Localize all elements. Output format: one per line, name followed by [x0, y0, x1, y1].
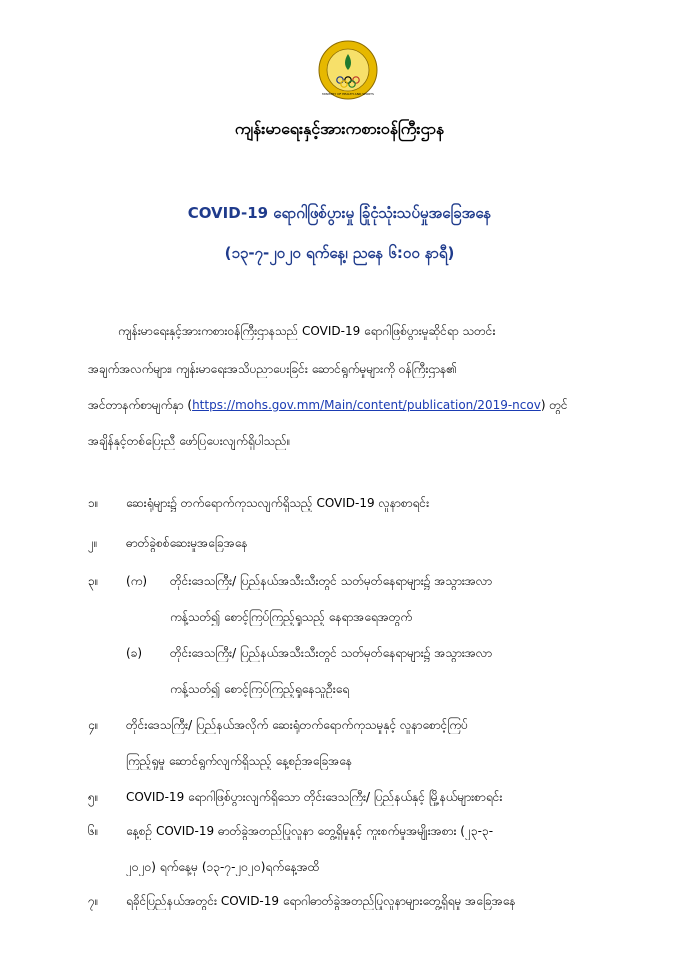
- list-item-number: ၅။: [88, 790, 99, 804]
- sub-item-label: (ခ): [126, 646, 143, 660]
- list-item-number: ၇။: [88, 894, 99, 908]
- intro-line-2: အချက်အလက်များ၊ ကျန်းမာရေးအသိပညာပေးခြင်း ဆောင်ရွက်မှုများကို ဝန်ကြီးဌာန၏: [88, 362, 457, 376]
- intro-line-3: [88, 396, 643, 414]
- list-item: နေ့စဉ် COVID-19 ဓာတ်ခွဲအတည်ပြုလူနာ တွေ့ရှိမှုနှင့် ကူးစက်မှုအမျိုးအစား (၂၃-၃-: [126, 824, 494, 838]
- mohs-website-link[interactable]: https://mohs.gov.mm/Main/content/publication/2019-ncov: [192, 398, 541, 412]
- list-item-cont: ကြည့်ရှုမှု ဆောင်ရွက်လျက်ရှိသည့် နေ့စဉ်အခြေအနေ: [126, 754, 352, 768]
- list-item: COVID-19 ရောဂါဖြစ်ပွားလျက်ရှိသော တိုင်းဒေသကြီး/ ပြည်နယ်နှင့် မြို့နယ်များစာရင်း: [126, 790, 503, 804]
- list-item: ဓာတ်ခွဲစစ်ဆေးမှုအခြေအနေ: [126, 536, 248, 550]
- list-item: ရခိုင်ပြည်နယ်အတွင်း COVID-19 ရောဂါဓာတ်ခွဲအတည်ပြုလူနာများတွေ့ရှိရမှု အခြေအနေ: [126, 894, 516, 908]
- ministry-seal-icon: [318, 40, 378, 100]
- intro-line-1: ကျန်းမာရေးနှင့်အားကစားဝန်ကြီးဌာနသည် COVID-19 ရောဂါဖြစ်ပွားမှုဆိုင်ရာ သတင်း: [118, 324, 496, 338]
- seal-text: MINISTRY OF HEALTH AND SPORTS: [322, 92, 374, 96]
- list-item-number: ၃။: [88, 574, 99, 588]
- list-item-number: ၂။: [88, 536, 98, 550]
- list-item-number: ၁။: [88, 496, 99, 510]
- document-date: (၁၃-၇-၂၀၂၀ ရက်နေ့၊ ညနေ ၆:၀၀ နာရီ): [224, 244, 455, 262]
- document-title: COVID-19 ရောဂါဖြစ်ပွားမှု ခြုံငုံသုံးသပ်မှုအခြေအနေ: [187, 204, 492, 222]
- list-item-number: ၆။: [88, 824, 99, 838]
- list-item: တိုင်းဒေသကြီး/ ပြည်နယ်အလိုက် ဆေးရုံတက်ရောက်ကုသမှုနှင့် လူနာစောင့်ကြပ်: [126, 718, 468, 732]
- intro-line-3-post: ) တွင်: [540, 398, 568, 412]
- list-item-cont: ၂၀၂၀) ရက်နေ့မှ (၁၃-၇-၂၀၂၀)ရက်နေ့အထိ: [126, 860, 320, 874]
- sub-item-text: တိုင်းဒေသကြီး/ ပြည်နယ်အသီးသီးတွင် သတ်မှတ်နေရာများ၌ အသွားအလာ: [170, 574, 493, 588]
- sub-item-text-cont: ကန့်သတ်၍ စောင့်ကြပ်ကြည့်ရှုသည့် နေရာအရေအတွက်: [170, 610, 413, 624]
- ministry-name: ကျန်းမာရေးနှင့်အားကစားဝန်ကြီးဌာန: [234, 119, 445, 138]
- intro-line-3-pre: အင်တာနက်စာမျက်နှာ (: [88, 398, 193, 412]
- sub-item-text: တိုင်းဒေသကြီး/ ပြည်နယ်အသီးသီးတွင် သတ်မှတ်နေရာများ၌ အသွားအလာ: [170, 646, 493, 660]
- intro-line-4: အချိန်နှင့်တစ်ပြေးညီ ဖော်ပြပေးလျက်ရှိပါသည်။: [88, 434, 291, 448]
- list-item: ဆေးရုံများ၌ တက်ရောက်ကုသလျက်ရှိသည့် COVID-19 လူနာစာရင်း: [126, 496, 430, 510]
- list-item-number: ၄။: [88, 718, 99, 732]
- sub-item-label: (က): [126, 574, 148, 588]
- sub-item-text-cont: ကန့်သတ်၍ စောင့်ကြပ်ကြည့်ရှုနေသူဦးရေ: [170, 682, 350, 696]
